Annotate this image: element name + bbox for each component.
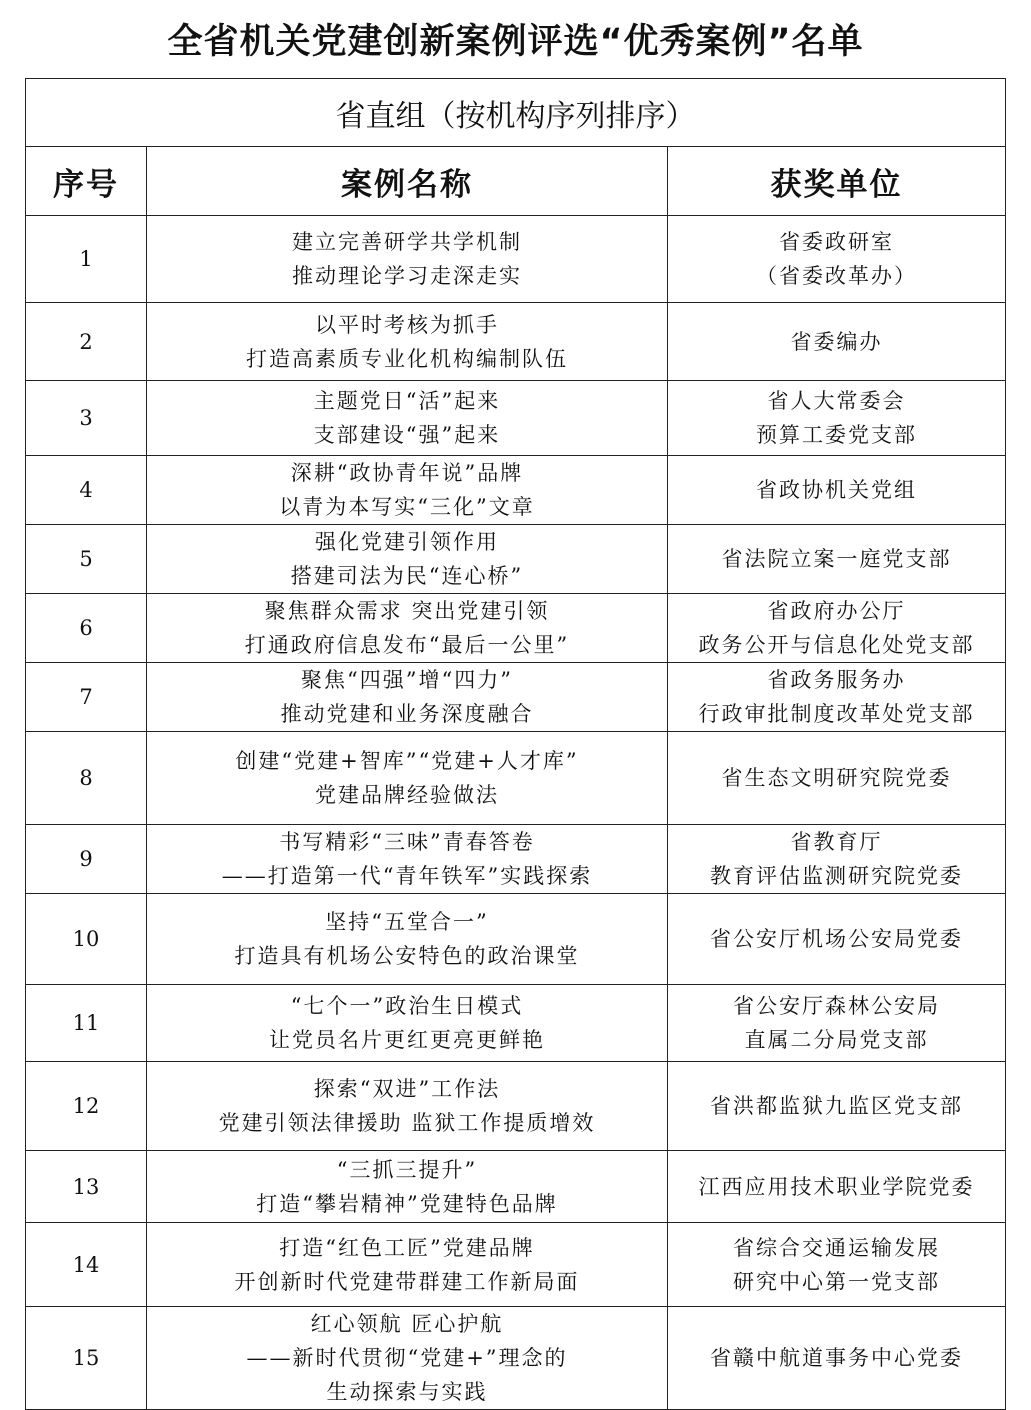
row-index: 7 [26, 663, 147, 732]
case-name-line: 红心领航 匠心护航 [310, 1312, 504, 1336]
case-name-line: 支部建设“强”起来 [313, 423, 501, 447]
unit-line: 省生态文明研究院党委 [721, 766, 952, 790]
case-name-line: ——新时代贯彻“党建+”理念的 [246, 1346, 568, 1370]
case-name-line: 生动探索与实践 [326, 1380, 488, 1404]
row-index: 3 [26, 381, 147, 456]
row-case-name [147, 1062, 668, 1151]
row-index: 15 [26, 1307, 147, 1410]
header-unit: 获奖单位 [668, 147, 1006, 216]
case-name-line: “七个一”政治生日模式 [290, 994, 524, 1018]
table-row [26, 732, 1006, 825]
case-name-line: 以平时考核为抓手 [315, 312, 499, 337]
unit-line: 省人大常委会 [767, 389, 906, 413]
case-name-line: 搭建司法为民“连心桥” [290, 564, 524, 588]
unit-line: 省综合交通运输发展 [733, 1235, 940, 1260]
row-index: 14 [26, 1223, 147, 1307]
case-name-line: 深耕“政协青年说”品牌 [290, 461, 524, 485]
unit-line: 直属二分局党支部 [744, 1028, 929, 1052]
row-unit [668, 216, 1006, 303]
row-unit [668, 381, 1006, 456]
row-case-name [147, 525, 668, 594]
row-index: 2 [26, 303, 147, 381]
table-row [26, 303, 1006, 381]
case-name-line: 党建引领法律援助 监狱工作提质增效 [218, 1111, 596, 1135]
table-row [26, 1062, 1006, 1151]
unit-line: 政务公开与信息化处党支部 [698, 633, 975, 657]
unit-line: 省委政研室 [779, 230, 894, 254]
unit-line: 省公安厅机场公安局党委 [710, 927, 963, 951]
unit-line: 省政务服务办 [767, 668, 906, 692]
row-unit [668, 1307, 1006, 1410]
table-row [26, 594, 1006, 663]
row-index: 5 [26, 525, 147, 594]
case-name-line: “三抓三提升” [336, 1157, 478, 1182]
row-unit [668, 894, 1006, 985]
row-index: 6 [26, 594, 147, 663]
row-index: 12 [26, 1062, 147, 1151]
case-name-line: 探索“双进”工作法 [313, 1077, 501, 1101]
case-name-line: 以青为本写实“三化”文章 [279, 495, 535, 519]
row-case-name [147, 985, 668, 1062]
row-unit [668, 825, 1006, 894]
row-case-name [147, 663, 668, 732]
unit-line: 预算工委党支部 [756, 423, 917, 447]
row-case-name [147, 216, 668, 303]
case-name-line: 打造“红色工匠”党建品牌 [279, 1235, 535, 1260]
row-case-name [147, 594, 668, 663]
row-case-name [147, 825, 668, 894]
table-row [26, 1223, 1006, 1307]
table-row [26, 1307, 1006, 1410]
row-unit [668, 1062, 1006, 1151]
unit-line: 省政府办公厅 [767, 599, 906, 623]
header-row [26, 147, 1006, 216]
row-unit [668, 594, 1006, 663]
case-name-line: 推动党建和业务深度融合 [280, 702, 534, 726]
row-case-name [147, 732, 668, 825]
row-case-name [147, 894, 668, 985]
case-name-line: 主题党日“活”起来 [313, 389, 501, 413]
table-row [26, 525, 1006, 594]
unit-line: 江西应用技术职业学院党委 [698, 1174, 975, 1199]
unit-line: 省赣中航道事务中心党委 [710, 1346, 963, 1370]
unit-line: 省公安厅森林公安局 [733, 994, 940, 1018]
page-title: 全省机关党建创新案例评选“优秀案例”名单 [167, 22, 864, 62]
unit-line: 省政协机关党组 [756, 478, 917, 502]
table-row [26, 825, 1006, 894]
row-unit [668, 303, 1006, 381]
case-name-line: 党建品牌经验做法 [315, 783, 499, 807]
row-index: 13 [26, 1151, 147, 1223]
row-unit [668, 456, 1006, 525]
group-title-row [26, 79, 1006, 147]
case-name-line: 开创新时代党建带群建工作新局面 [234, 1269, 580, 1294]
unit-line: （省委改革办） [756, 264, 917, 288]
case-name-line: 书写精彩“三味”青春答卷 [279, 830, 535, 854]
unit-line: 教育评估监测研究院党委 [710, 864, 963, 888]
row-index: 9 [26, 825, 147, 894]
row-unit [668, 1223, 1006, 1307]
table-row [26, 216, 1006, 303]
case-name-line: 打造具有机场公安特色的政治课堂 [234, 944, 580, 968]
row-index: 8 [26, 732, 147, 825]
unit-line: 省洪都监狱九监区党支部 [710, 1094, 963, 1118]
case-name-line: 聚焦群众需求 突出党建引领 [264, 599, 550, 623]
unit-line: 省教育厅 [790, 830, 883, 854]
unit-line: 行政审批制度改革处党支部 [698, 702, 975, 726]
row-index: 10 [26, 894, 147, 985]
header-index: 序号 [26, 147, 147, 216]
table-row [26, 663, 1006, 732]
case-name-line: 聚焦“四强”增“四力” [301, 668, 513, 692]
table-row [26, 894, 1006, 985]
row-case-name [147, 303, 668, 381]
case-name-line: 强化党建引领作用 [315, 530, 499, 554]
row-case-name [147, 1223, 668, 1307]
case-name-line: 打造高素质专业化机构编制队伍 [246, 346, 568, 371]
row-index: 1 [26, 216, 147, 303]
case-name-line: 推动理论学习走深走实 [292, 264, 522, 288]
case-name-line: 打通政府信息发布“最后一公里” [244, 633, 570, 657]
row-unit [668, 663, 1006, 732]
row-case-name [147, 456, 668, 525]
award-table [25, 78, 1006, 1410]
row-index: 4 [26, 456, 147, 525]
unit-line: 省法院立案一庭党支部 [721, 547, 952, 571]
row-unit [668, 525, 1006, 594]
unit-line: 研究中心第一党支部 [733, 1269, 940, 1294]
case-name-line: 建立完善研学共学机制 [292, 230, 522, 254]
row-case-name [147, 1307, 668, 1410]
row-index: 11 [26, 985, 147, 1062]
case-name-line: 坚持“五堂合一” [325, 910, 489, 934]
row-case-name [147, 381, 668, 456]
case-name-line: ——打造第一代“青年铁军”实践探索 [221, 864, 593, 888]
table-row [26, 985, 1006, 1062]
table-row [26, 456, 1006, 525]
case-name-line: 打造“攀岩精神”党建特色品牌 [256, 1191, 558, 1216]
unit-line: 省委编办 [790, 329, 883, 354]
row-unit [668, 1151, 1006, 1223]
table-row [26, 1151, 1006, 1223]
row-unit [668, 985, 1006, 1062]
table-row [26, 381, 1006, 456]
case-name-line: 让党员名片更红更亮更鲜艳 [269, 1028, 545, 1052]
case-name-line: 创建“党建+智库”“党建+人才库” [235, 749, 579, 773]
row-case-name [147, 1151, 668, 1223]
header-case-name: 案例名称 [147, 147, 668, 216]
group-title: 省直组（按机构序列排序） [26, 79, 1006, 147]
row-unit [668, 732, 1006, 825]
